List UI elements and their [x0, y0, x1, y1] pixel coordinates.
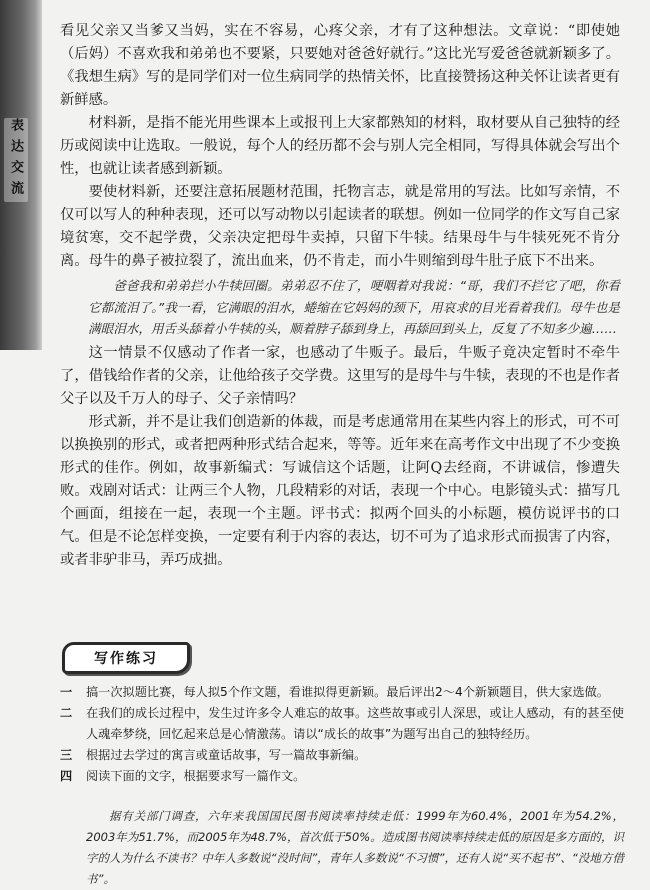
exercise-item [60, 682, 624, 703]
writing-practice-title: 写作练习 [94, 651, 158, 667]
exercise-number: 三 [60, 748, 73, 762]
exercise-text: 阅读下面的文字，根据要求写一篇作文。 [86, 769, 306, 783]
paragraph-expand-topics: 要使材料新，还要注意拓展题材范围，托物言志，就是常用的写法。比如写亲情，不仅可以写人的种种表现，还可以写动物以引起读者的联想。例如一位同学的作文写自己家境贫寒，交不起学费，父亲决定把母牛卖掉，只留下牛犊。结果母牛与牛犊死死不肯分离。母牛的鼻子被拉裂了，流出血来，仍不肯走，而小牛则缩到母牛肚子底下不出来。 [60, 184, 620, 269]
paragraph-material-new: 材料新，是指不能光用些课本上或报刊上大家都熟知的材料，取材要从自己独特的经历或阅读中让选取。一般说，每个人的经历都不会与别人完全相同，写得具体就会写出个性，也就让读者感到新颖。 [60, 115, 620, 177]
writing-practice-banner [62, 642, 190, 674]
article-body [60, 20, 620, 572]
exercise-number: 一 [60, 685, 73, 699]
section-side-tab [0, 0, 42, 350]
paragraph-form-new: 形式新，并不是让我们创造新的体裁，而是考虑通常用在某些内容上的形式，可不可以换换别的形式，或者把两种形式结合起来，等等。近年来在高考作文中出现了不少变换形式的佳作。例如，故事新编式：写诚信这个话题，让阿Q去经商，不讲诚信，惨遭失败。戏剧对话式：让两三个人物，几段精彩的对话，表现一个中心。电影镜头式：描写几个画面，组接在一起，表现一个主题。评书式：拟两个回头的小标题，模仿说评书的口气。但是不论怎样变换，一定要有利于内容的表达，切不可为了追求形式而损害了内容，或者非驴非马，弄巧成拙。 [60, 413, 620, 568]
paragraph-continued: 看见父亲又当爹又当妈，实在不容易，心疼父亲，才有了这种想法。文章说：“即使她（后妈）不喜欢我和弟弟也不要紧，只要她对爸爸好就行。”这比光写爱爸爸就新颖多了。《我想生病》写的是同学们对一位生病同学的热情关怀，比直接赞扬这种关怀让读者更有新鲜感。 [60, 23, 620, 108]
exercise-text: 在我们的成长过程中，发生过许多令人难忘的故事。这些故事或引人深思，或让人感动，有的甚至使人魂牵梦绕，回忆起来总是心情激荡。请以“成长的故事”为题写出自己的独特经历。 [86, 706, 624, 741]
exercise-number: 四 [60, 769, 73, 783]
exercise-number: 二 [60, 706, 73, 720]
paragraph-story-result: 这一情景不仅感动了作者一家，也感动了牛贩子。最后，牛贩子竟决定暂时不牵牛了，借钱给作者的父亲，让他给孩子交学费。这里写的是母牛与牛犊，表现的不也是作者父子以及千万人的母子、父子亲情吗？ [60, 344, 620, 407]
exercise-item [60, 766, 624, 787]
exercise-item [60, 745, 624, 766]
quoted-excerpt: 爸爸我和弟弟拦小牛犊回圈。弟弟忍不住了，哽咽着对我说：“哥，我们不拦它了吧，你看它都流泪了。”我一看，它满眼的泪水，蜷缩在它妈妈的颈下，用哀求的目光看着我们。母牛也是满眼泪水，用舌头舔着小牛犊的头，顺着脖子舔到身上，再舔回到头上，反复了不知多少遍…… [88, 278, 620, 336]
exercise-item [60, 703, 624, 745]
section-tab-label: 表达交流 [4, 118, 28, 202]
exercise-list [60, 682, 624, 787]
exercise-text: 根据过去学过的寓言或童话故事，写一篇故事新编。 [86, 748, 367, 762]
reading-excerpt: 据有关部门调查，六年来我国国民图书阅读率持续走低：1999年为60.4%，2001年为54.2%，2003年为51.7%，而2005年为48.7%，首次低于50%。造成图书阅读率持续走低的原因是多方面的，识字的人为什么不读书？中年人多数说“没时间”，青年人多数说“不习惯”，还有人说“买不起书”、“没地方借书”。 [86, 809, 624, 886]
exercise-text: 搞一次拟题比赛，每人拟5个作文题，看谁拟得更新颖。最后评出2～4个新颖题目，供大家选做。 [86, 685, 609, 699]
